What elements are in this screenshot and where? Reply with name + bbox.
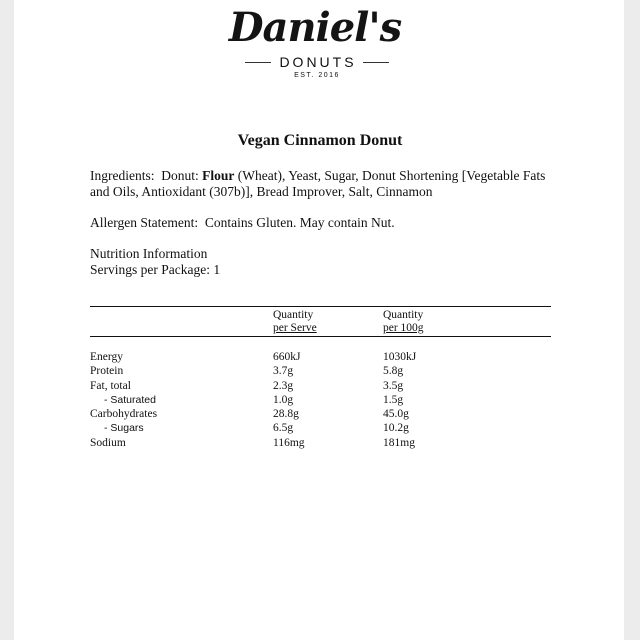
value-per-100g: 3.5g <box>383 379 404 392</box>
ingredients-paragraph <box>90 168 560 200</box>
logo-script-name: Daniel's <box>228 4 402 51</box>
value-per-serve: 6.5g <box>273 422 294 435</box>
brand-logo <box>0 4 640 80</box>
table-row <box>90 421 560 435</box>
row-label: Fat, total <box>90 379 131 392</box>
row-label: Energy <box>90 351 124 363</box>
allergen-text: Contains Gluten. May contain Nut. <box>204 215 395 230</box>
nutrition-table <box>90 350 560 450</box>
logo-rule-left <box>245 62 271 63</box>
value-per-100g: 1030kJ <box>383 351 417 363</box>
col1-line2: per Serve <box>273 322 317 334</box>
value-per-100g: 181mg <box>383 436 415 449</box>
row-label: - Saturated <box>104 393 156 406</box>
table-row <box>90 407 560 421</box>
table-top-rule <box>90 306 551 307</box>
value-per-serve: 116mg <box>273 436 305 449</box>
logo-wordmark-row <box>0 54 640 70</box>
ingredients-bold-word: Flour <box>202 168 235 183</box>
ingredients-prefix: Donut: <box>161 168 199 183</box>
logo-word: DONUTS <box>279 54 357 70</box>
nutrition-intro <box>90 246 560 278</box>
servings-per-package: Servings per Package: 1 <box>90 262 221 277</box>
value-per-serve: 660kJ <box>273 351 301 363</box>
nutrition-heading: Nutrition Information <box>90 246 208 261</box>
value-per-100g: 1.5g <box>383 393 404 406</box>
value-per-serve: 28.8g <box>273 408 299 421</box>
document-page <box>14 0 624 640</box>
ingredients-rest: (Wheat), Yeast, Sugar, Donut Shortening [Vegetable Fats and Oils, Antioxidant (307b)], Bread Improver, Salt, Cinnamon <box>90 168 546 199</box>
col1-line1: Quantity <box>273 309 314 321</box>
table-row <box>90 364 560 378</box>
row-label: Protein <box>90 365 124 378</box>
table-row <box>90 436 560 450</box>
column-header-per-serve <box>273 309 317 335</box>
col2-line1: Quantity <box>383 309 424 321</box>
value-per-serve: 1.0g <box>273 393 294 406</box>
value-per-100g: 10.2g <box>383 422 409 435</box>
value-per-serve: 3.7g <box>273 365 294 378</box>
logo-est: EST. 2016 <box>294 72 340 79</box>
row-label: Carbohydrates <box>90 408 158 421</box>
table-header-rule <box>90 336 551 337</box>
ingredients-label: Ingredients: <box>90 168 155 183</box>
table-row <box>90 350 560 364</box>
value-per-100g: 5.8g <box>383 365 404 378</box>
logo-rule-right <box>363 62 389 63</box>
product-title: Vegan Cinnamon Donut <box>237 132 403 149</box>
row-label: - Sugars <box>104 422 144 435</box>
allergen-label: Allergen Statement: <box>90 215 199 230</box>
row-label: Sodium <box>90 436 126 449</box>
value-per-100g: 45.0g <box>383 408 409 421</box>
table-row <box>90 379 560 393</box>
col2-line2: per 100g <box>383 322 424 334</box>
value-per-serve: 2.3g <box>273 379 294 392</box>
column-header-per-100g <box>383 309 424 335</box>
table-row <box>90 393 560 407</box>
allergen-statement <box>90 215 560 231</box>
